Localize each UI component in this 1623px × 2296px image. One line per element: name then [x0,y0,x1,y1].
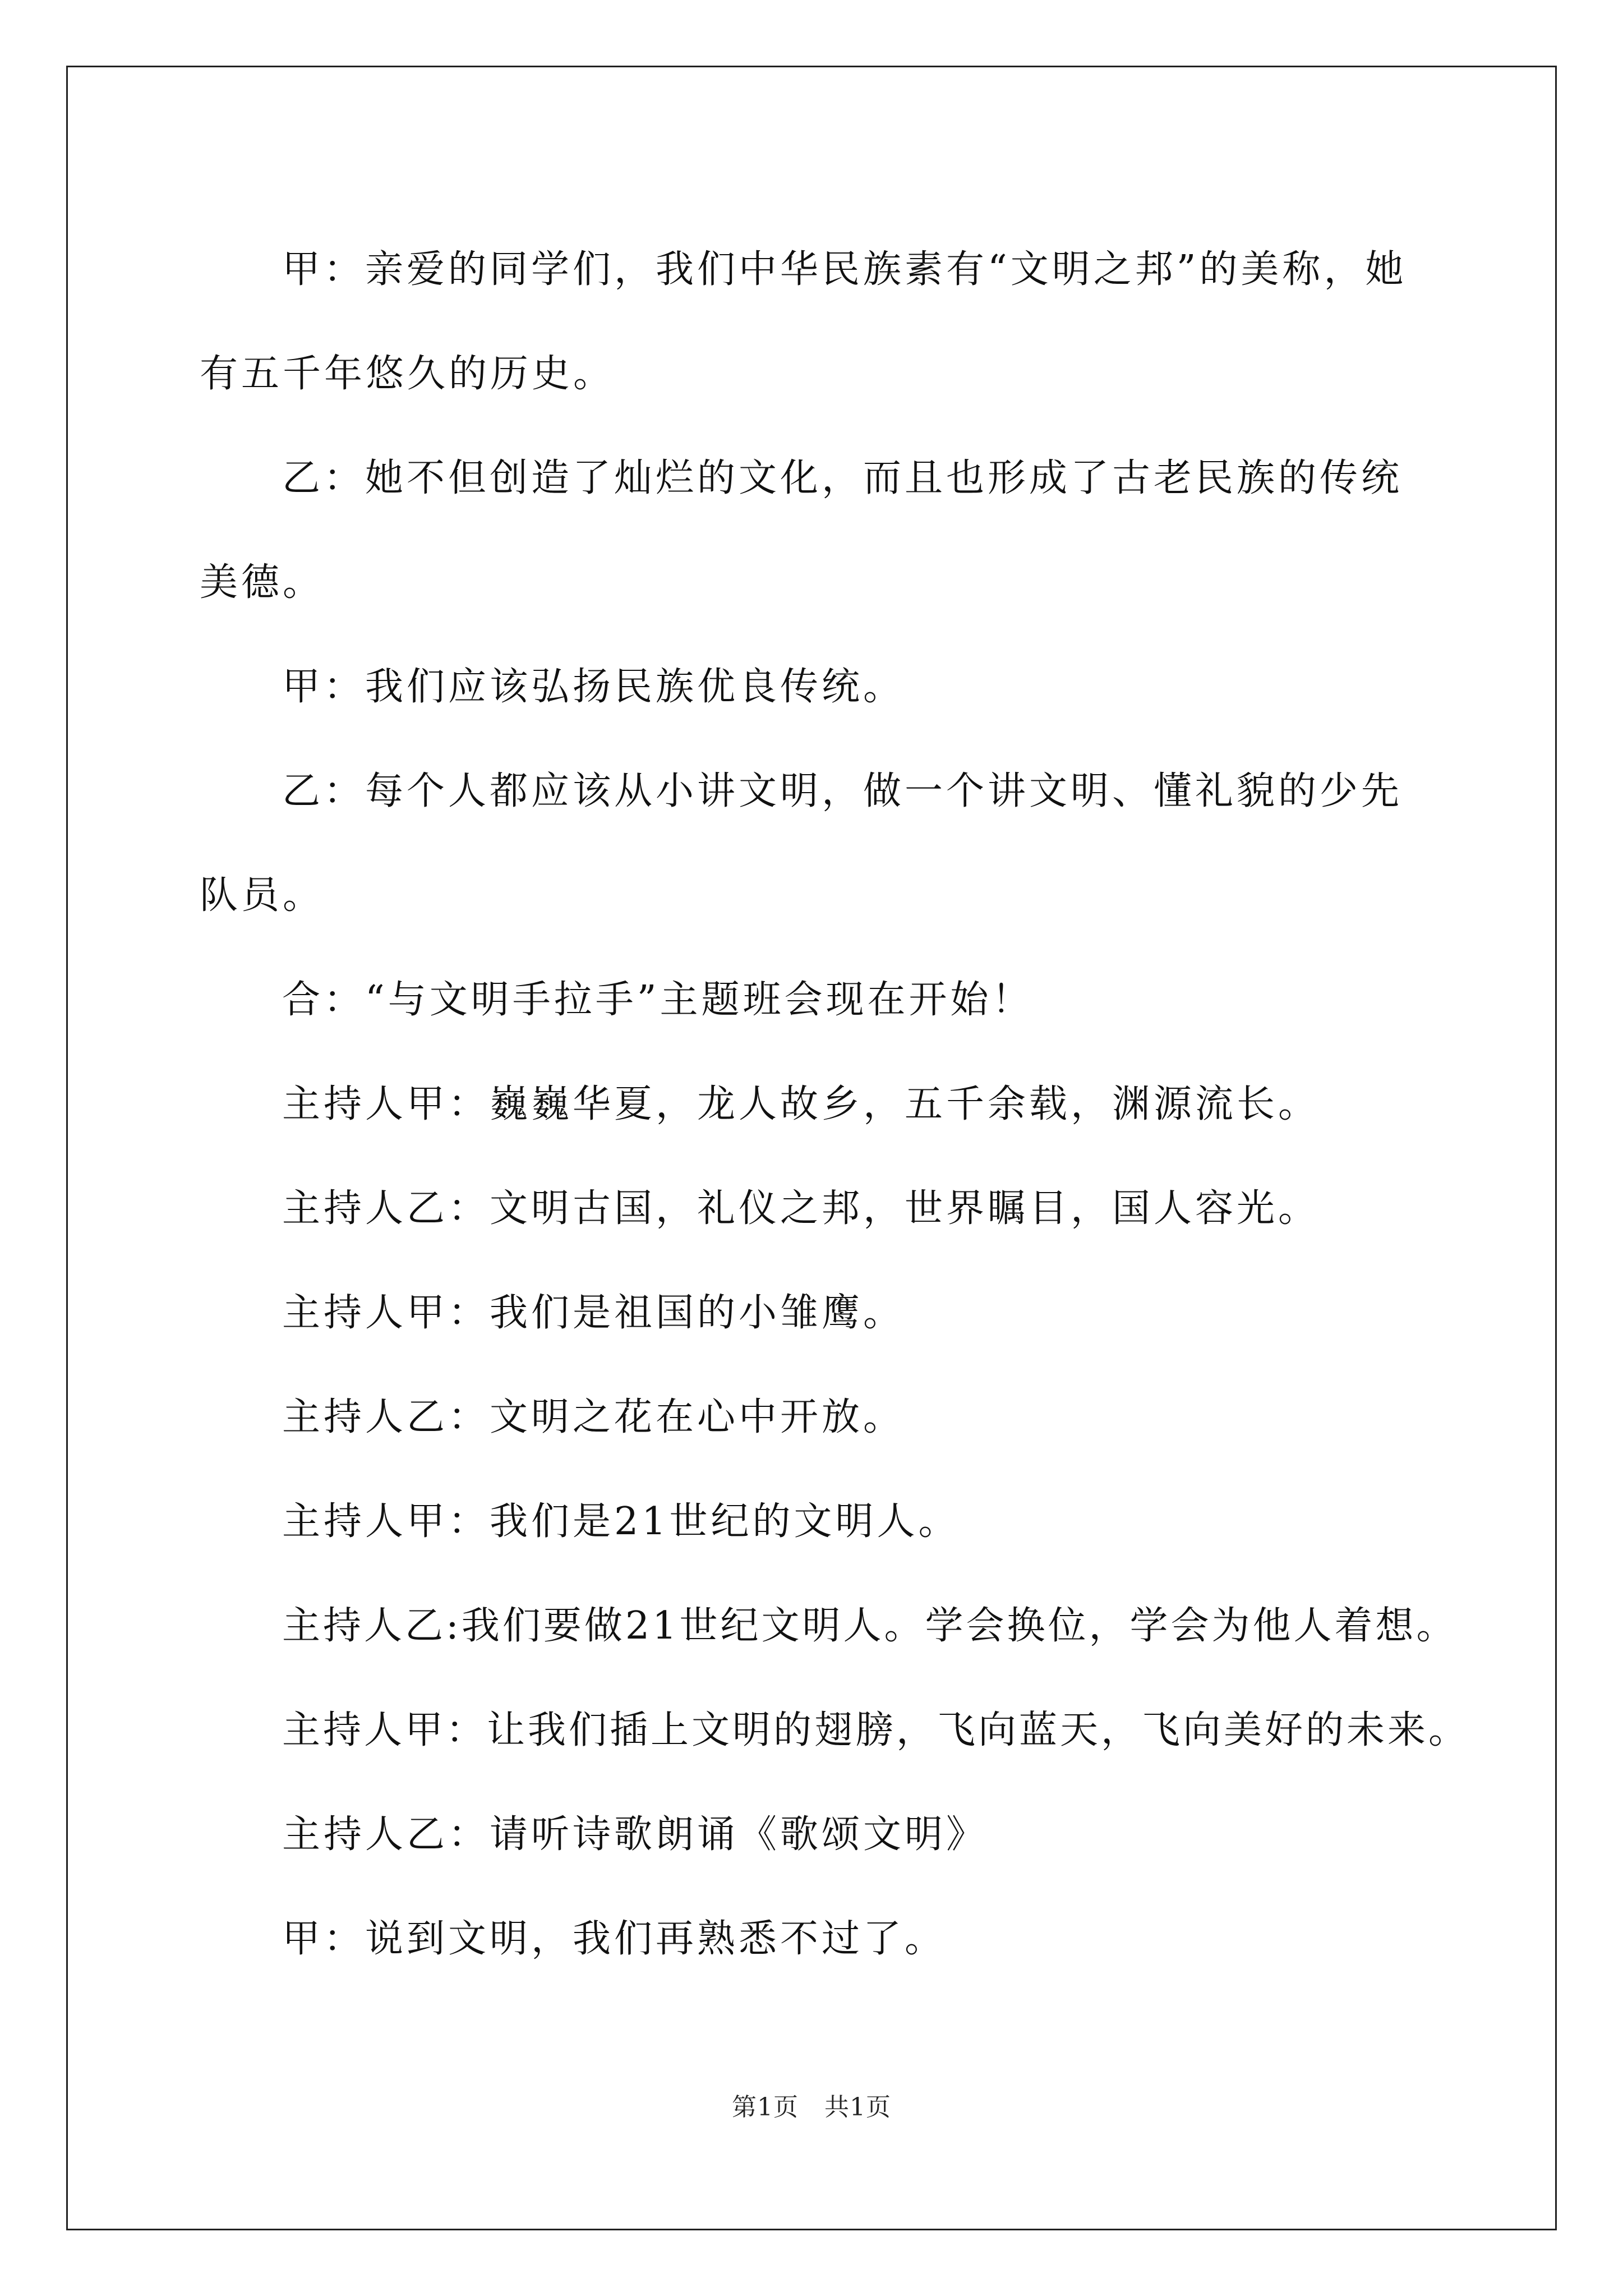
paragraph-8: 主持人甲：我们是祖国的小雏鹰。 [282,1291,905,1335]
paragraph-3: 甲：我们应该弘扬民族优良传统。 [282,665,905,709]
paragraph-13: 主持人乙：请听诗歌朗诵《歌颂文明》 [282,1812,988,1857]
paragraph-9: 主持人乙：文明之花在心中开放。 [282,1395,905,1439]
page-footer [0,2087,1623,2123]
page-number-total: 共1页 [824,2093,891,2122]
paragraph-1: 甲：亲爱的同学们，我们中华民族素有“文明之邦”的美称，她有五千年悠久的历史。 [200,247,1407,396]
document-body [200,218,1470,1991]
paragraph-7: 主持人乙：文明古国，礼仪之邦，世界瞩目，国人容光。 [282,1186,1320,1231]
paragraph-6: 主持人甲：巍巍华夏，龙人故乡，五千余载，渊源流长。 [282,1082,1320,1126]
page-number-current: 第1页 [732,2093,799,2122]
paragraph-4: 乙：每个人都应该从小讲文明，做一个讲文明、懂礼貌的少先队员。 [200,769,1403,918]
paragraph-2: 乙：她不但创造了灿烂的文化，而且也形成了古老民族的传统美德。 [200,456,1403,605]
paragraph-5: 合：“与文明手拉手”主题班会现在开始！ [282,978,1034,1022]
paragraph-11: 主持人乙:我们要做21世纪文明人。学会换位，学会为他人着想。 [282,1604,1458,1648]
paragraph-14: 甲：说到文明，我们再熟悉不过了。 [282,1917,947,1961]
paragraph-12: 主持人甲：让我们插上文明的翅膀，飞向蓝天，飞向美好的未来。 [282,1708,1470,1752]
paragraph-10: 主持人甲：我们是21世纪的文明人。 [282,1499,960,1544]
